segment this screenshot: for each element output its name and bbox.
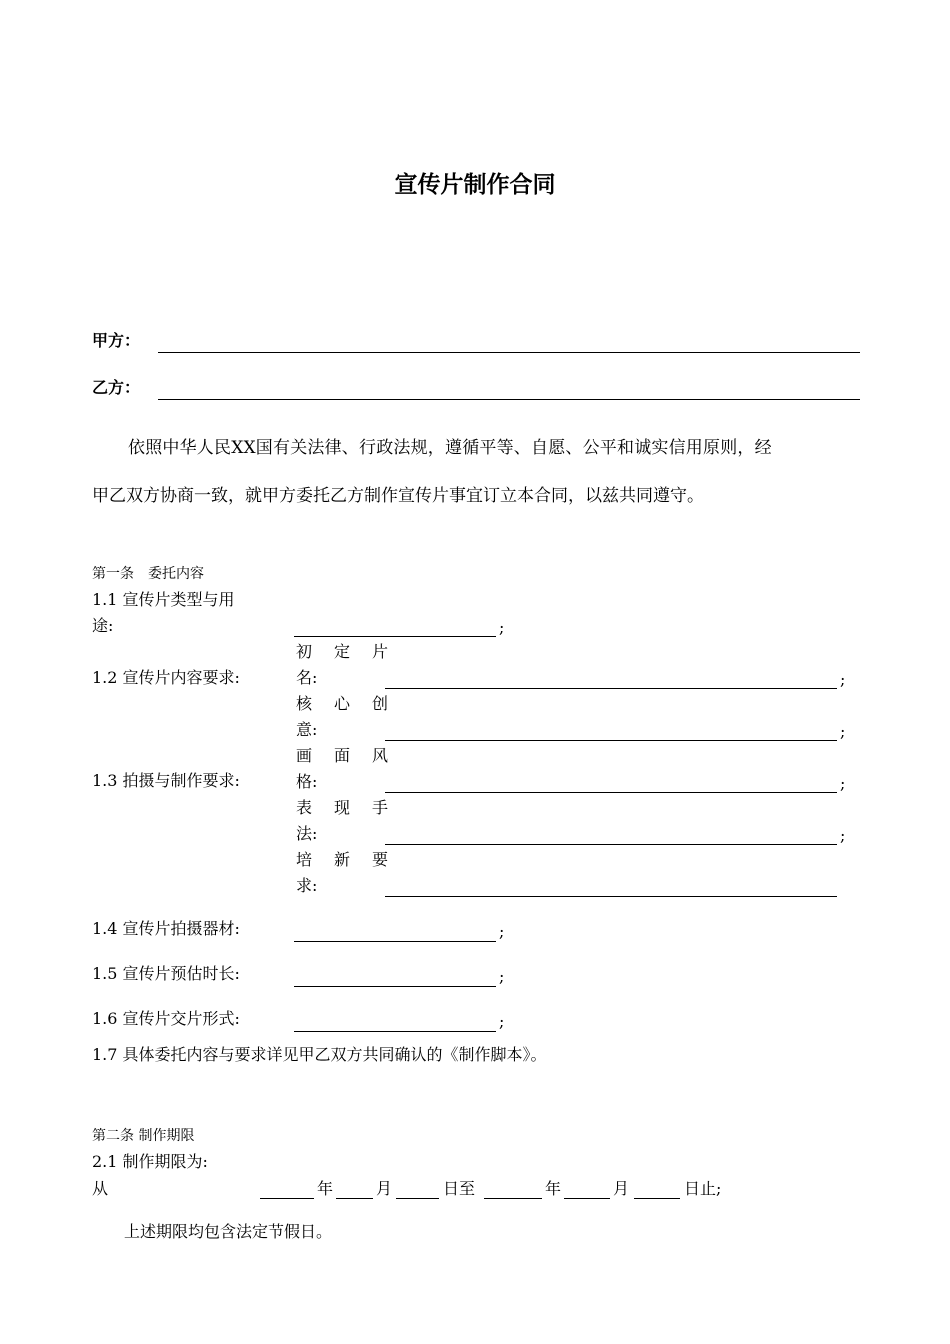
end-month-label: 月 [613, 1179, 630, 1198]
item1-4-label: 1.4 宣传片拍摄器材: [92, 919, 240, 938]
start-day-label: 日至 [443, 1179, 476, 1198]
item1-3-label: 1.3 拍摄与制作要求: [92, 771, 240, 790]
item1-4-semicolon: ; [499, 922, 505, 941]
sub-3-input-line[interactable] [385, 792, 837, 793]
start-day-input-line[interactable] [396, 1198, 439, 1199]
item1-4-input-line[interactable] [294, 941, 496, 942]
sub-1-label: 初 定 片 [296, 642, 388, 661]
start-month-input-line[interactable] [336, 1198, 373, 1199]
start-month-label: 月 [376, 1179, 393, 1198]
party-a-input-line[interactable] [158, 352, 860, 353]
end-month-input-line[interactable] [564, 1198, 610, 1199]
sub-4-semicolon: ; [840, 826, 846, 845]
sub-4-input-line[interactable] [385, 844, 837, 845]
sub-1-semicolon: ; [840, 670, 846, 689]
sub-2-semicolon: ; [840, 722, 846, 741]
sub-2-label: 核 心 创 [296, 694, 388, 713]
sub-5-label: 培 新 要 [296, 850, 388, 869]
document-title: 宣传片制作合同 [394, 172, 556, 198]
end-year-label: 年 [545, 1179, 562, 1198]
sub-1-input-line[interactable] [385, 688, 837, 689]
sub-3-label-cont: 格: [296, 772, 318, 791]
holiday-note: 上述期限均包含法定节假日。 [124, 1222, 333, 1241]
item1-1-label-cont: 途: [92, 616, 114, 635]
item1-5-semicolon: ; [499, 967, 505, 986]
sub-4-label: 表 现 手 [296, 798, 388, 817]
sub-2-input-line[interactable] [385, 740, 837, 741]
end-day-label: 日止; [684, 1179, 722, 1198]
item1-1-label: 1.1 宣传片类型与用 [92, 590, 235, 609]
sub-3-semicolon: ; [840, 774, 846, 793]
sub-5-input-line[interactable] [385, 896, 837, 897]
from-label: 从 [92, 1179, 109, 1198]
item1-6-input-line[interactable] [294, 1031, 496, 1032]
article2-heading: 第二条 制作期限 [92, 1128, 195, 1144]
intro-paragraph-line2: 甲乙双方协商一致，就甲方委托乙方制作宣传片事宜订立本合同，以兹共同遵守。 [92, 486, 704, 506]
sub-4-label-cont: 法: [296, 824, 318, 843]
item1-5-input-line[interactable] [294, 986, 496, 987]
party-b-label: 乙方： [92, 378, 141, 397]
end-year-input-line[interactable] [484, 1198, 542, 1199]
item1-1-input-line[interactable] [294, 636, 496, 637]
start-year-input-line[interactable] [260, 1198, 314, 1199]
article1-heading: 第一条 委托内容 [92, 566, 204, 582]
sub-3-label: 画 面 风 [296, 746, 388, 765]
item1-2-label: 1.2 宣传片内容要求: [92, 668, 240, 687]
item1-5-label: 1.5 宣传片预估时长: [92, 964, 240, 983]
party-b-input-line[interactable] [158, 399, 860, 400]
sub-2-label-cont: 意: [296, 720, 318, 739]
sub-1-label-cont: 名: [296, 668, 318, 687]
item1-1-semicolon: ; [499, 618, 505, 637]
party-a-label: 甲方： [92, 331, 141, 350]
end-day-input-line[interactable] [634, 1198, 680, 1199]
start-year-label: 年 [317, 1179, 334, 1198]
item2-1-label: 2.1 制作期限为: [92, 1152, 208, 1171]
item1-7-text: 1.7 具体委托内容与要求详见甲乙双方共同确认的《制作脚本》。 [92, 1045, 547, 1064]
sub-5-label-cont: 求: [296, 876, 318, 895]
item1-6-label: 1.6 宣传片交片形式: [92, 1009, 240, 1028]
intro-paragraph-line1: 依照中华人民XX国有关法律、行政法规，遵循平等、自愿、公平和诚实信用原则，经 [128, 438, 772, 458]
item1-6-semicolon: ; [499, 1012, 505, 1031]
